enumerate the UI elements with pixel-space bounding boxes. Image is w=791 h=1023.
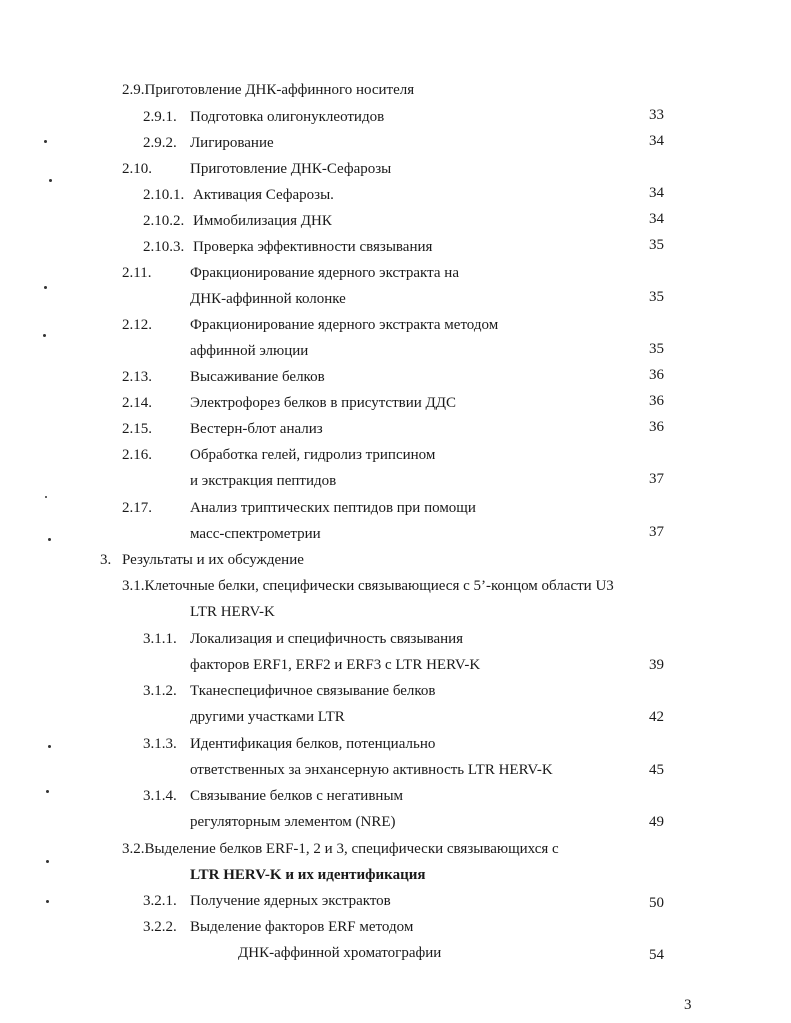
toc-title-continued: регуляторным элементом (NRE) <box>190 814 396 830</box>
toc-title-continued: факторов ERF1, ERF2 и ERF3 с LTR HERV-K <box>190 657 481 673</box>
toc-title: Проверка эффективности связывания <box>193 239 433 255</box>
toc-heading-2-9 <box>122 81 414 99</box>
toc-number: 2.9.2. <box>143 135 177 151</box>
toc-title: Обработка гелей, гидролиз трипсином <box>190 447 436 463</box>
toc-number: 2.16. <box>122 447 152 463</box>
toc-number: 3.1. <box>122 578 145 594</box>
toc-page-number: 54 <box>649 947 664 963</box>
toc-page-number: 33 <box>649 107 664 123</box>
toc-page-number: 39 <box>649 657 664 673</box>
scan-speck <box>46 860 49 863</box>
toc-number: 2.14. <box>122 395 152 411</box>
toc-page-number: 34 <box>649 211 664 227</box>
toc-title: Подготовка олигонуклеотидов <box>190 109 385 125</box>
toc-number: 2.10.2. <box>143 213 185 229</box>
toc-page-number: 45 <box>649 762 664 778</box>
toc-page-number: 35 <box>649 237 664 253</box>
toc-title-continued: масс-спектрометрии <box>190 526 321 542</box>
toc-page-number: 35 <box>649 289 664 305</box>
toc-number: 3.2. <box>122 841 145 857</box>
toc-page-number: 37 <box>649 471 664 487</box>
toc-page-number: 37 <box>649 524 664 540</box>
toc-title-continued: LTR HERV-K и их идентификация <box>190 867 426 883</box>
toc-number: 3.1.2. <box>143 683 177 699</box>
toc-number: 3.2.1. <box>143 893 177 909</box>
toc-number: 2.13. <box>122 369 152 385</box>
toc-title: Фракционирование ядерного экстракта методом <box>190 317 499 333</box>
toc-number: 3.1.3. <box>143 736 177 752</box>
toc-number: 2.17. <box>122 500 152 516</box>
toc-title: Электрофорез белков в присутствии ДДС <box>190 395 457 411</box>
scan-speck <box>44 286 47 289</box>
toc-title: Высаживание белков <box>190 369 325 385</box>
toc-title: Лигирование <box>190 135 274 151</box>
toc-title: Выделение белков ERF-1, 2 и 3, специфически связывающихся с <box>144 841 559 857</box>
toc-title-continued: и экстракция пептидов <box>190 473 337 489</box>
toc-title: Результаты и их обсуждение <box>122 552 304 568</box>
toc-title-continued: другими участками LTR <box>190 709 345 725</box>
toc-title: Связывание белков с негативным <box>190 788 404 804</box>
toc-number: 3.1.1. <box>143 631 177 647</box>
toc-title: Приготовление ДНК-Сефарозы <box>190 161 392 177</box>
toc-title: Получение ядерных экстрактов <box>190 893 391 909</box>
toc-number: 3.2.2. <box>143 919 177 935</box>
scan-speck <box>44 140 47 143</box>
scan-speck <box>46 790 49 793</box>
scan-speck <box>45 496 47 498</box>
toc-title: Локализация и специфичность связывания <box>190 631 464 647</box>
scan-speck <box>46 900 49 903</box>
toc-number: 3. <box>100 552 112 568</box>
toc-number: 2.10.1. <box>143 187 185 203</box>
toc-title: Приготовление ДНК-аффинного носителя <box>144 82 415 98</box>
toc-heading-3-1 <box>122 577 614 595</box>
toc-title: Тканеспецифичное связывание белков <box>190 683 436 699</box>
toc-page-number: 36 <box>649 393 664 409</box>
toc-number: 2.12. <box>122 317 152 333</box>
toc-title-continued: аффинной элюции <box>190 343 309 359</box>
toc-title: Активация Сефарозы. <box>193 187 334 203</box>
toc-heading-3-2 <box>122 840 559 858</box>
toc-page-number: 50 <box>649 895 664 911</box>
scan-speck <box>48 538 51 541</box>
scan-speck <box>43 334 46 337</box>
toc-page-number: 34 <box>649 133 664 149</box>
toc-page-number: 35 <box>649 341 664 357</box>
toc-title-continued: ДНК-аффинной колонке <box>190 291 346 307</box>
toc-page-number: 42 <box>649 709 664 725</box>
toc-title: Вестерн-блот анализ <box>190 421 323 437</box>
toc-number: 2.11. <box>122 265 152 281</box>
toc-title-continued: ДНК-аффинной хроматографии <box>238 945 442 961</box>
toc-title-continued: ответственных за энхансерную активность LTR HERV-K <box>190 762 553 778</box>
toc-number: 2.9.1. <box>143 109 177 125</box>
toc-title: Фракционирование ядерного экстракта на <box>190 265 459 281</box>
toc-title-continued: LTR HERV-K <box>190 604 275 620</box>
toc-title: Идентификация белков, потенциально <box>190 736 436 752</box>
toc-number: 2.10. <box>122 161 152 177</box>
toc-page-number: 36 <box>649 367 664 383</box>
toc-number: 3.1.4. <box>143 788 177 804</box>
toc-number: 2.9. <box>122 82 145 98</box>
toc-page-number: 34 <box>649 185 664 201</box>
toc-title: Анализ триптических пептидов при помощи <box>190 500 476 516</box>
toc-number: 2.15. <box>122 421 152 437</box>
toc-title: Выделение факторов ERF методом <box>190 919 414 935</box>
toc-number: 2.10.3. <box>143 239 185 255</box>
scan-speck <box>49 179 52 182</box>
toc-title: Клеточные белки, специфически связывающиеся с 5’-концом области U3 <box>144 578 614 594</box>
toc-page-number: 36 <box>649 419 664 435</box>
toc-title: Иммобилизация ДНК <box>193 213 332 229</box>
page-number: 3 <box>684 997 692 1013</box>
scan-speck <box>48 745 51 748</box>
toc-page-number: 49 <box>649 814 664 830</box>
